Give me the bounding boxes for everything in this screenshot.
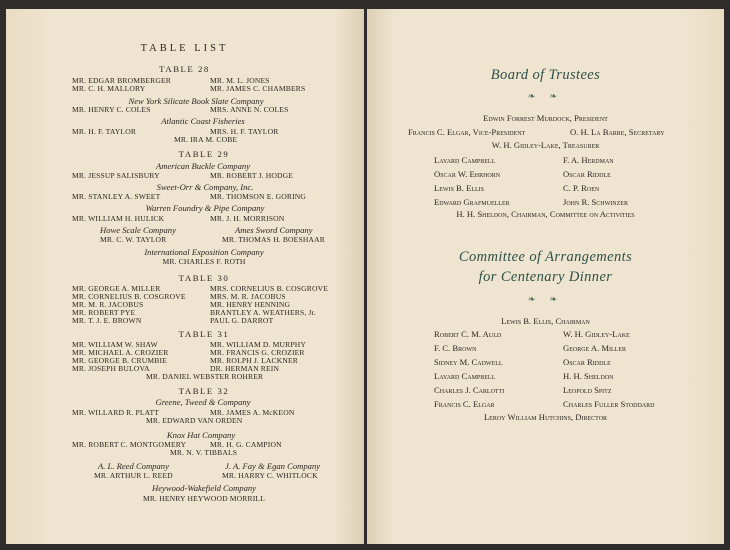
guest: MRS. M. R. JACOBUS	[210, 292, 286, 301]
guest: MR. WILLIAM W. SHAW	[72, 340, 158, 349]
table-32-heading: TABLE 32	[178, 386, 230, 396]
guest: MR. GEORGE A. MILLER	[72, 284, 161, 293]
guest: MR. DANIEL WEBSTER ROHRER	[146, 372, 264, 381]
guest: MR. H. F. TAYLOR	[72, 127, 137, 136]
treasurer: W. H. Gidley-Lake, Treasurer	[491, 140, 600, 150]
guest: MR. C. W. TAYLOR	[100, 235, 167, 244]
guest: MR. MICHAEL A. CROZIER	[72, 348, 169, 357]
guest: MR. ROBERT PYE	[72, 308, 136, 317]
committee-member: Charles Fuller Stoddard	[563, 399, 655, 409]
trustee: Oscar W. Ehrhorn	[434, 169, 501, 179]
guest: MR. N. V. TIBBALS	[170, 448, 238, 457]
company-name: J. A. Fay & Egan Company	[225, 461, 321, 471]
vice-president: Francis C. Elgar, Vice-President	[408, 127, 526, 137]
trustee: Layard Campbell	[434, 155, 496, 165]
guest: BRANTLEY A. WEATHERS, Jr.	[210, 308, 316, 317]
guest: MR. EDWARD VAN ORDEN	[146, 416, 243, 425]
trustee: John R. Schwinzer	[563, 197, 628, 207]
committee-member: Leopold Spitz	[563, 385, 612, 395]
trustees-title: Board of Trustees	[490, 67, 601, 83]
guest: MR. JAMES C. CHAMBERS	[210, 84, 306, 93]
guest: MR. C. H. MALLORY	[72, 84, 146, 93]
guest: MR. HENRY HENNING	[210, 300, 291, 309]
guest: MRS. H. F. TAYLOR	[210, 127, 279, 136]
ornament: ❧ ❧	[527, 294, 564, 304]
company-name: Sweet-Orr & Company, Inc.	[156, 182, 254, 192]
guest: MR. ARTHUR L. REED	[94, 471, 173, 480]
guest: MR. CHARLES F. ROTH	[162, 257, 246, 266]
company-name: Greene, Tweed & Company	[155, 397, 251, 407]
left-page	[6, 9, 364, 544]
guest: MR. WILLIAM H. HULICK	[72, 214, 165, 223]
committee-member: Oscar Riddle	[563, 357, 611, 367]
company-name: Ames Sword Company	[235, 225, 313, 235]
committee-member: W. H. Gidley-Lake	[563, 329, 630, 339]
director: Leroy William Hutchins, Director	[483, 412, 608, 422]
guest: MR. HENRY C. COLES	[72, 105, 151, 114]
committee-member: H. H. Sheldon	[563, 371, 614, 381]
company-name: Knox Hat Company	[166, 430, 236, 440]
secretary: O. H. La Barre, Secretary	[570, 127, 665, 137]
right-page	[367, 9, 724, 544]
trustee: Oscar Riddle	[563, 169, 611, 179]
table-30-heading: TABLE 30	[178, 273, 230, 283]
guest: MR. JOSEPH BULOVA	[72, 364, 150, 373]
guest: MR. EDGAR BROMBERGER	[72, 76, 171, 85]
guest: MR. HARRY C. WHITLOCK	[222, 471, 318, 480]
guest: MR. ROLPH J. LACKNER	[210, 356, 299, 365]
company-name: Howe Scale Company	[100, 225, 176, 235]
company-name: A. L. Reed Company	[98, 461, 169, 471]
committee-member: Charles J. Carlotti	[434, 385, 505, 395]
guest: MR. WILLIAM D. MURPHY	[210, 340, 307, 349]
company-name: American Buckle Company	[155, 161, 251, 171]
committee-member: F. C. Brown	[434, 343, 477, 353]
guest: MR. T. J. E. BROWN	[72, 316, 142, 325]
committee-chairman: Lewis B. Ellis, Chairman	[501, 316, 590, 326]
committee-member: George A. Miller	[563, 343, 627, 353]
committee-member: Sidney M. Cadwell	[434, 357, 503, 367]
guest: MR. CORNELIUS B. COSGROVE	[72, 292, 186, 301]
president: Edwin Forrest Murdock, President	[483, 113, 608, 123]
company-name: New York Silicate Book Slate Company	[128, 96, 264, 106]
guest: PAUL G. DARROT	[210, 316, 274, 325]
guest: MR. HENRY HEYWOOD MORRILL	[142, 494, 265, 503]
company-name: International Exposition Company	[144, 247, 264, 257]
guest: MRS. CORNELIUS B. COSGROVE	[210, 284, 329, 293]
table-list-title: TABLE LIST	[140, 43, 229, 54]
guest: MR. THOMSON E. GORING	[210, 192, 307, 201]
guest: MR. M. L. JONES	[210, 76, 270, 85]
committee-member: Layard Campbell	[434, 371, 496, 381]
committee-title-line1: Committee of Arrangements	[458, 249, 633, 265]
guest: MR. WILLARD R. PLATT	[72, 408, 160, 417]
guest: MR. STANLEY A. SWEET	[72, 192, 161, 201]
trustee: Lewis B. Ellis	[434, 183, 485, 193]
guest: MR. ROBERT J. HODGE	[210, 171, 294, 180]
guest: MR. THOMAS H. BOESHAAR	[222, 235, 325, 244]
table-29-heading: TABLE 29	[178, 149, 230, 159]
ornament: ❧ ❧	[527, 91, 564, 101]
trustee: F. A. Herdman	[563, 155, 614, 165]
guest: MRS. ANNE N. COLES	[210, 105, 289, 114]
activities-chairman: H. H. Sheldon, Chairman, Committee on Activities	[456, 209, 635, 219]
trustee: Edward Grafmueller	[434, 197, 510, 207]
company-name: Heywood-Wakefield Company	[152, 483, 256, 493]
table-31-heading: TABLE 31	[178, 329, 230, 339]
company-name: Warren Foundry & Pipe Company	[145, 203, 265, 213]
company-name: Atlantic Coast Fisheries	[161, 116, 245, 126]
committee-member: Francis C. Elgar	[434, 399, 495, 409]
guest: MR. H. G. CAMPION	[210, 440, 282, 449]
guest: MR. FRANCIS G. CROZIER	[210, 348, 305, 357]
guest: MR. JAMES A. McKEON	[210, 408, 295, 417]
table-28-heading: TABLE 28	[159, 64, 210, 74]
committee-member: Robert C. M. Auld	[434, 329, 502, 339]
guest: MR. GEORGE B. CRUMBIE	[72, 356, 167, 365]
guest: DR. HERMAN REIN	[210, 364, 280, 373]
guest: MR. M. R. JACOBUS	[72, 300, 144, 309]
guest: MR. ROBERT C. MONTGOMERY	[72, 440, 187, 449]
guest: MR. JESSUP SALISBURY	[72, 171, 160, 180]
guest: MR. IRA M. COBE	[174, 135, 238, 144]
guest: MR. J. H. MORRISON	[210, 214, 285, 223]
trustee: C. P. Roen	[563, 183, 600, 193]
committee-title-line2: for Centenary Dinner	[478, 269, 613, 285]
